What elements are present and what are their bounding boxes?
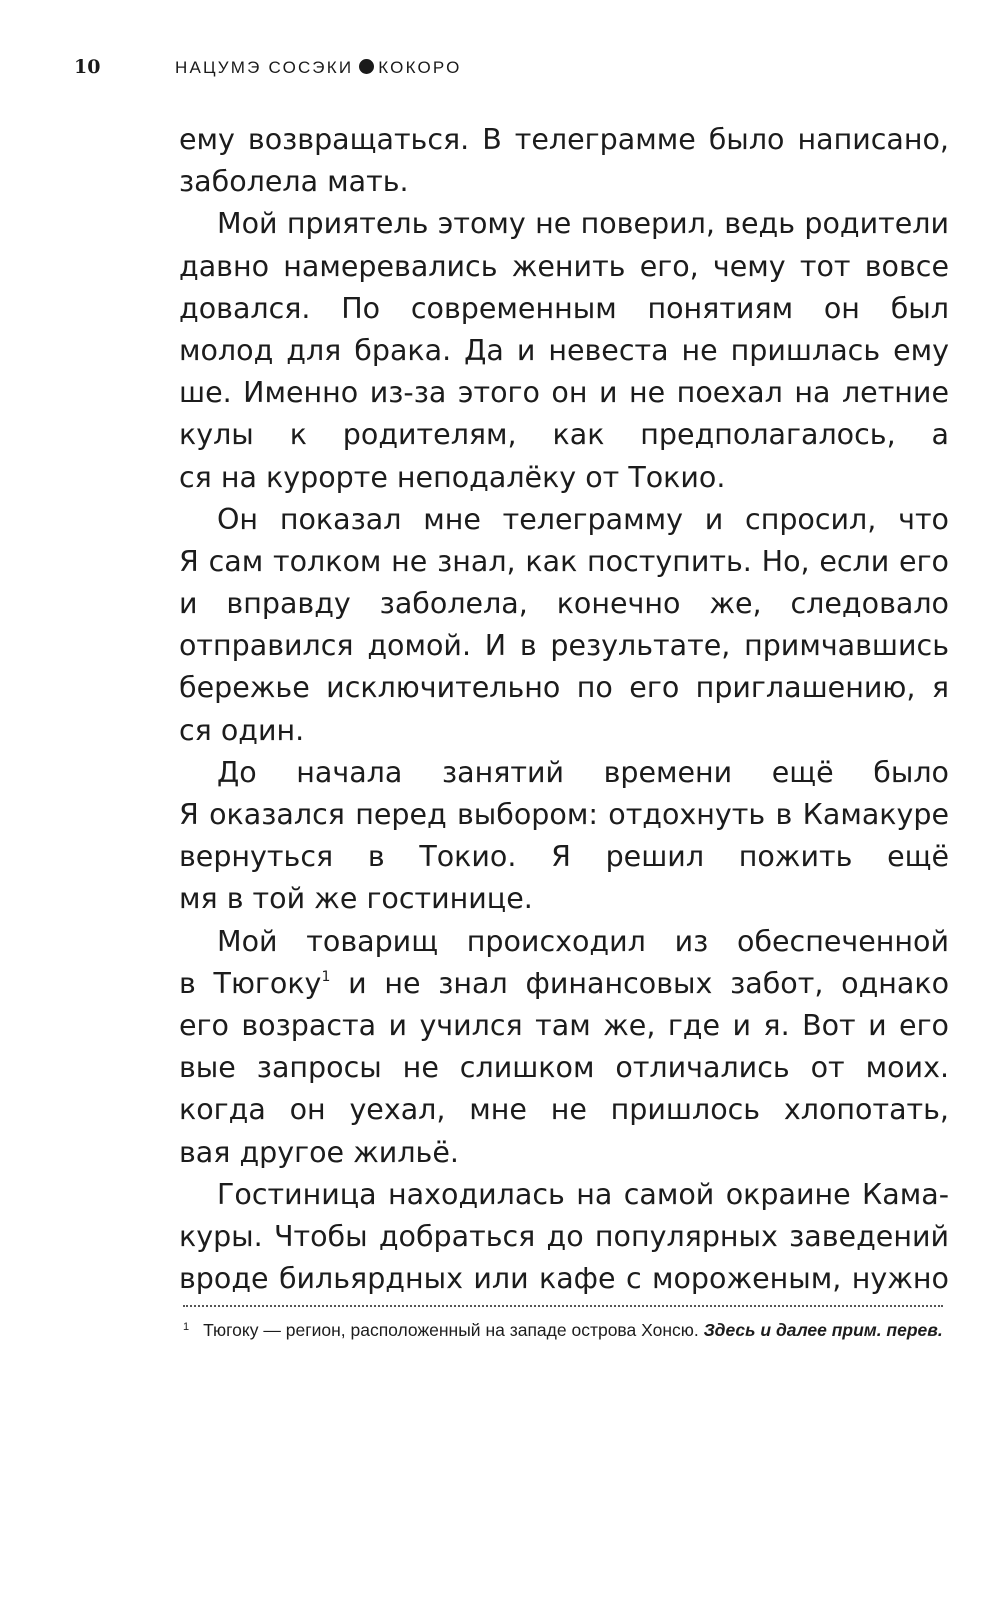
text-line: Я сам толком не знал, как поступить. Но, если его [179,544,949,578]
text-line: довался. По современным понятиям он был [179,291,949,325]
text-line: ему возвращаться. В телеграмме было написано, [179,123,949,156]
text-line: бережье исключительно по его приглашению, я [179,671,949,705]
text-line: вроде бильярдных или кафе с мороженым, нужно [179,1262,949,1296]
text-fragment: и не знал финансовых забот, однако [348,966,949,1000]
text-line: вая другое жильё. [179,1135,459,1169]
footnote-reference[interactable]: 1 [321,968,331,985]
text-line: давно намеревались женить его, чему тот вовсе [179,249,949,283]
text-line-with-footnote [179,963,949,1005]
text-fragment: в Тюгоку [179,966,322,1000]
text-line: До начала занятий времени ещё было [217,755,949,789]
text-line: Он показал мне телеграмму и спросил, что [217,502,949,536]
text-line: Я оказался перед выбором: отдохнуть в Камакуре [179,798,949,831]
bullet-icon [359,59,374,74]
text-line: ся на курорте неподалёку от Токио. [179,460,726,494]
text-line: когда он уехал, мне не пришлось хлопотать, [179,1093,949,1127]
text-line: куры. Чтобы добраться до популярных заведений [179,1219,949,1253]
running-title [175,58,462,78]
book-title: КОКОРО [378,58,462,77]
text-line: отправился домой. И в результате, примчавшись [179,629,949,663]
text-line: ся один. [179,713,305,747]
footnote-divider [183,1305,943,1307]
text-line: и вправду заболела, конечно же, следовало [179,587,949,621]
text-line: кулы к родителям, как предполагалось, а [179,418,949,452]
text-line: ше. Именно из-за этого он и не поехал на летние [179,376,949,410]
running-head [74,56,934,86]
author-name: НАЦУМЭ СОСЭКИ [175,58,354,77]
text-line: его возраста и учился там же, где и я. Вот и его [179,1008,949,1042]
text-line: мя в той же гостинице. [179,882,533,916]
page-number: 10 [74,56,101,78]
footnote-marker: 1 [183,1321,190,1333]
text-line: заболела мать. [179,165,409,199]
footnote [183,1316,945,1342]
footnote-translator-note: Здесь и далее прим. перев. [703,1320,943,1340]
text-line: вернуться в Токио. Я решил пожить ещё [179,840,949,874]
text-line: молод для брака. Да и невеста не пришлась ему [179,333,949,367]
text-line: Мой приятель этому не поверил, ведь родители [217,207,949,241]
text-line: Мой товарищ происходил из обеспеченной [217,924,949,958]
text-line: вые запросы не слишком отличались от моих. [179,1051,949,1085]
body-text [179,119,949,1300]
text-line: Гостиница находилась на самой окраине Кама- [217,1177,949,1211]
footnote-text: Тюгоку — регион, расположенный на западе острова Хонсю. [203,1320,699,1340]
